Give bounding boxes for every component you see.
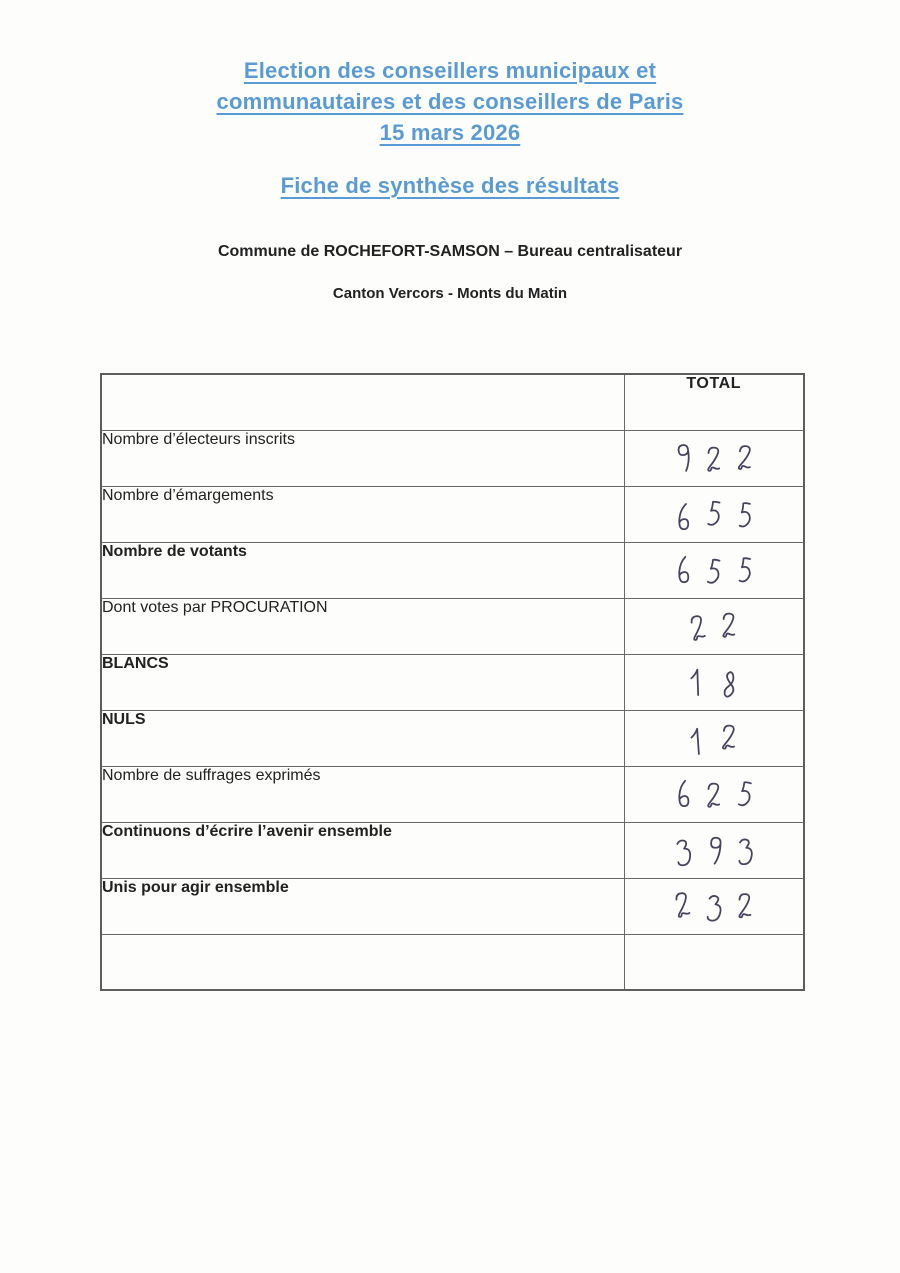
handwritten-digit bbox=[701, 442, 727, 477]
row-total-value bbox=[624, 542, 804, 598]
handwritten-value bbox=[625, 543, 804, 598]
handwritten-digit bbox=[700, 496, 727, 531]
table-row bbox=[101, 766, 804, 822]
row-label: Unis pour agir ensemble bbox=[101, 878, 624, 934]
row-total-value bbox=[624, 598, 804, 654]
row-total-value bbox=[624, 822, 804, 878]
total-column-header: TOTAL bbox=[624, 374, 804, 430]
handwritten-digit bbox=[732, 553, 758, 587]
results-sheet-subtitle: Fiche de synthèse des résultats bbox=[280, 173, 620, 198]
table-row bbox=[101, 822, 804, 878]
title-line-2: communautaires et des conseillers de Paris bbox=[216, 89, 684, 114]
handwritten-digit bbox=[670, 835, 696, 869]
table-row bbox=[101, 934, 804, 990]
row-label: Nombre d’électeurs inscrits bbox=[101, 430, 624, 486]
row-label: Nombre d’émargements bbox=[101, 486, 624, 542]
handwritten-digit bbox=[716, 720, 743, 755]
handwritten-digit bbox=[731, 440, 759, 476]
handwritten-value bbox=[625, 655, 804, 710]
handwritten-digit bbox=[669, 888, 696, 923]
handwritten-value bbox=[625, 935, 804, 990]
table-row bbox=[101, 598, 804, 654]
handwritten-digit bbox=[685, 610, 712, 645]
election-title bbox=[0, 55, 900, 148]
row-total-value bbox=[624, 430, 804, 486]
handwritten-digit bbox=[716, 666, 743, 701]
handwritten-digit bbox=[670, 499, 696, 533]
row-label: NULS bbox=[101, 710, 624, 766]
row-total-value bbox=[624, 710, 804, 766]
row-total-value bbox=[624, 934, 804, 990]
handwritten-digit bbox=[700, 554, 727, 589]
row-total-value bbox=[624, 878, 804, 934]
row-label: Dont votes par PROCURATION bbox=[101, 598, 624, 654]
handwritten-value bbox=[625, 767, 804, 822]
handwritten-digit bbox=[731, 776, 759, 812]
handwritten-value bbox=[625, 599, 804, 654]
table-header-row bbox=[101, 374, 804, 430]
handwritten-digit bbox=[701, 778, 727, 813]
handwritten-value bbox=[625, 879, 804, 934]
handwritten-digit bbox=[732, 834, 757, 868]
handwritten-digit bbox=[669, 775, 696, 810]
results-table bbox=[100, 373, 805, 991]
table-row bbox=[101, 486, 804, 542]
handwritten-digit bbox=[685, 664, 711, 698]
table-row bbox=[101, 878, 804, 934]
table-row bbox=[101, 430, 804, 486]
commune-heading: Commune de ROCHEFORT-SAMSON – Bureau centralisateur bbox=[217, 243, 683, 260]
title-line-1: Election des conseillers municipaux et bbox=[243, 58, 657, 83]
row-total-value bbox=[624, 654, 804, 710]
handwritten-digit bbox=[732, 889, 758, 923]
handwritten-digit bbox=[716, 608, 742, 643]
table-row bbox=[101, 654, 804, 710]
row-label bbox=[101, 934, 624, 990]
empty-header-cell bbox=[101, 374, 624, 430]
handwritten-value bbox=[625, 431, 804, 486]
handwritten-value bbox=[625, 823, 804, 878]
handwritten-digit bbox=[669, 439, 696, 474]
row-total-value bbox=[624, 766, 804, 822]
table-row bbox=[101, 542, 804, 598]
handwritten-digit bbox=[669, 552, 696, 587]
handwritten-digit bbox=[732, 498, 757, 532]
row-total-value bbox=[624, 486, 804, 542]
results-table-body bbox=[101, 430, 804, 990]
title-line-3: 15 mars 2026 bbox=[379, 120, 521, 145]
handwritten-digit bbox=[700, 890, 727, 925]
handwritten-value bbox=[625, 487, 804, 542]
row-label: Nombre de votants bbox=[101, 542, 624, 598]
row-label: Continuons d’écrire l’avenir ensemble bbox=[101, 822, 624, 878]
handwritten-value bbox=[625, 711, 804, 766]
row-label: BLANCS bbox=[101, 654, 624, 710]
table-row bbox=[101, 710, 804, 766]
canton-heading: Canton Vercors - Monts du Matin bbox=[332, 285, 568, 302]
row-label: Nombre de suffrages exprimés bbox=[101, 766, 624, 822]
handwritten-digit bbox=[685, 723, 712, 758]
handwritten-digit bbox=[700, 832, 727, 867]
